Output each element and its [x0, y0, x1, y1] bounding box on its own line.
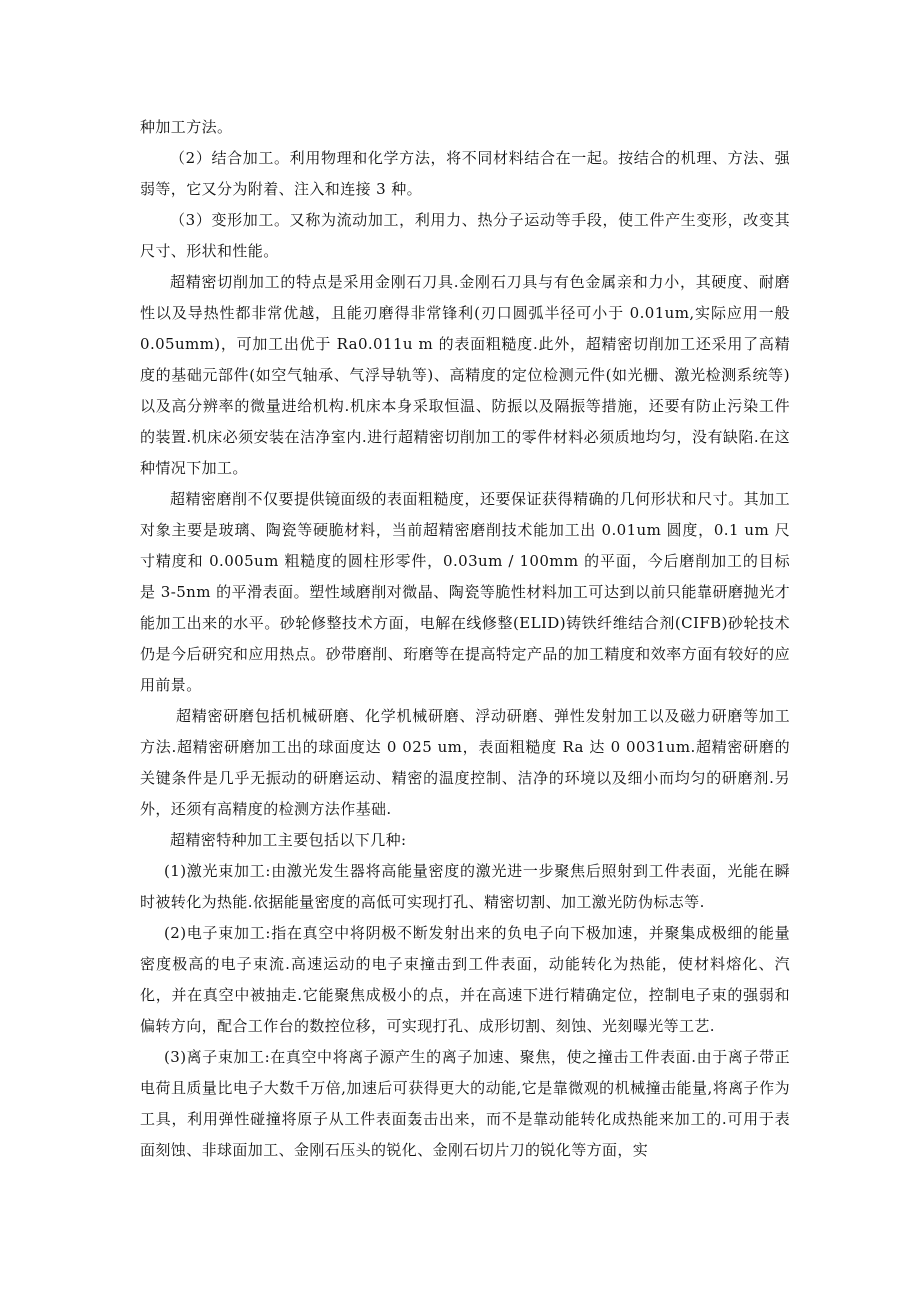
paragraph-ultra-precision-lapping: 超精密研磨包括机械研磨、化学机械研磨、浮动研磨、弹性发射加工以及磁力研磨等加工方法.超精密研磨加工出的球面度达 0 025 um，表面粗糙度 Ra 达 0 0031um.超精密研磨的关键条件是几乎无振动的研磨运动、精密的温度控制、洁净的环境以及细小而均匀的研磨剂.另外，还须有高精度的检测方法作基础. [140, 707, 790, 818]
paragraph-ultra-precision-cutting: 超精密切削加工的特点是采用金刚石刀具.金刚石刀具与有色金属亲和力小，其硬度、耐磨性以及导热性都非常优越，且能刃磨得非常锋利(刃口圆弧半径可小于 0.01um,实际应用一般 0.05umm)，可加工出优于 Ra0.011u m 的表面粗糙度.此外，超精密切削加工还采用了高精度的基础元部件(如空气轴承、气浮导轨等)、高精度的定位检测元件(如光栅、激光检测系统等)以及高分辨率的微量进给机构.机床本身采取恒温、防振以及隔振等措施，还要有防止污染工件的装置.机床必须安装在洁净室内.进行超精密切削加工的零件材料必须质地均匀，没有缺陷.在这种情况下加工。 [140, 273, 790, 477]
paragraph-deformation-processing: （3）变形加工。又称为流动加工，利用力、热分子运动等手段，使工件产生变形，改变其尺寸、形状和性能。 [140, 211, 790, 260]
paragraph-electron-beam-processing: (2)电子束加工:指在真空中将阴极不断发射出来的负电子向下极加速，并聚集成极细的能量密度极高的电子束流.高速运动的电子束撞击到工件表面，动能转化为热能，使材料熔化、汽化，并在真空中被抽走.它能聚焦成极小的点，并在高速下进行精确定位，控制电子束的强弱和偏转方向，配合工作台的数控位移，可实现打孔、成形切割、刻蚀、光刻曝光等工艺. [140, 924, 790, 1035]
document-body [140, 112, 790, 1166]
paragraph-laser-beam-processing: (1)激光束加工:由激光发生器将高能量密度的激光进一步聚焦后照射到工件表面，光能在瞬时被转化为热能.依据能量密度的高低可实现打孔、精密切割、加工激光防伪标志等. [140, 862, 790, 911]
paragraph-process-methods-end: 种加工方法。 [140, 118, 233, 136]
paragraph-bonding-processing: （2）结合加工。利用物理和化学方法，将不同材料结合在一起。按结合的机理、方法、强弱等，它又分为附着、注入和连接 3 种。 [140, 149, 790, 198]
paragraph-special-processing-intro: 超精密特种加工主要包括以下几种: [170, 831, 407, 849]
paragraph-ultra-precision-grinding: 超精密磨削不仅要提供镜面级的表面粗糙度，还要保证获得精确的几何形状和尺寸。其加工对象主要是玻璃、陶瓷等硬脆材料，当前超精密磨削技术能加工出 0.01um 圆度，0.1 um 尺寸精度和 0.005um 粗糙度的圆柱形零件，0.03um / 100mm 的平面，今后磨削加工的目标是 3-5nm 的平滑表面。塑性域磨削对微晶、陶瓷等脆性材料加工可达到以前只能靠研磨抛光才能加工出来的水平。砂轮修整技术方面，电解在线修整(ELID)铸铁纤维结合剂(CIFB)砂轮技术仍是今后研究和应用热点。砂带磨削、珩磨等在提高特定产品的加工精度和效率方面有较好的应用前景。 [140, 490, 790, 694]
paragraph-ion-beam-processing: (3)离子束加工:在真空中将离子源产生的离子加速、聚焦，使之撞击工件表面.由于离子带正电荷且质量比电子大数千万倍,加速后可获得更大的动能,它是靠微观的机械撞击能量,将离子作为工具，利用弹性碰撞将原子从工件表面轰击出来，而不是靠动能转化成热能来加工的.可用于表面刻蚀、非球面加工、金刚石压头的锐化、金刚石切片刀的锐化等方面，实 [140, 1048, 790, 1159]
